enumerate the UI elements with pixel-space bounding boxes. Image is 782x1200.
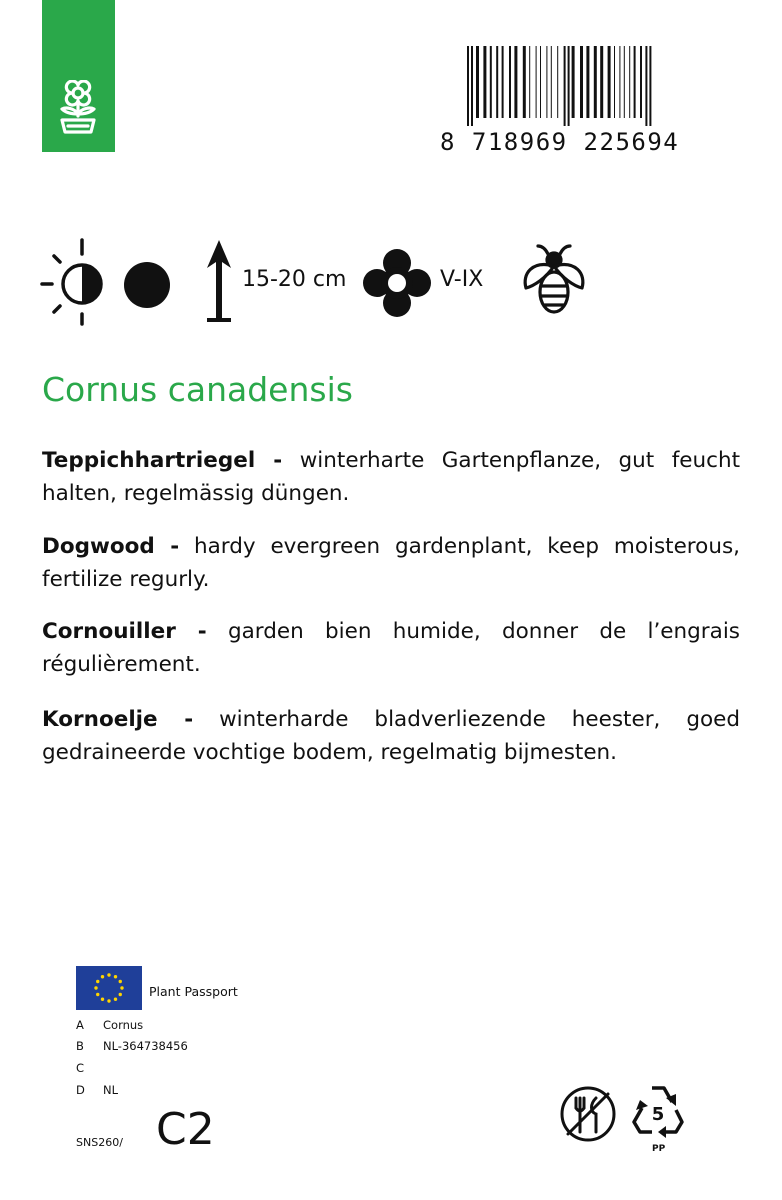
bee-icon <box>518 244 590 322</box>
plant-passport <box>76 966 376 1166</box>
description-name: Dogwood - <box>42 534 180 559</box>
full-shade-icon <box>122 260 172 310</box>
plant-info-icons <box>40 238 640 328</box>
barcode-bar <box>523 46 526 118</box>
passport-row-b: B NL-364738456 <box>76 1039 188 1053</box>
barcode-bar <box>529 46 530 118</box>
barcode-bar <box>586 46 589 118</box>
eu-star <box>119 993 122 996</box>
barcode-bar <box>483 46 486 118</box>
plant-title: Cornus canadensis <box>42 370 353 409</box>
brand-tab <box>42 0 115 152</box>
recycle-number: 5 <box>651 1104 665 1125</box>
barcode-bar <box>514 46 517 118</box>
eu-star <box>119 980 122 983</box>
description-text: winterharte Gartenpflanze, gut feucht halten, regelmässig düngen. <box>42 448 740 506</box>
flower-icon <box>362 248 432 318</box>
barcode-bar <box>629 46 630 118</box>
barcode-bar <box>509 46 511 118</box>
barcode-bar <box>649 46 651 126</box>
barcode-bar <box>490 46 492 118</box>
eu-star <box>120 986 123 989</box>
barcode-bar <box>572 46 575 118</box>
barcode-bar <box>580 46 583 118</box>
barcode-bar <box>619 46 620 118</box>
description-text: winterharde bladverliezende heester, goed gedraineerde vochtige bodem, regelmatig bijmesten. <box>42 707 740 765</box>
description-nl <box>42 703 740 769</box>
barcode-bar <box>536 46 537 118</box>
packaging-icons <box>556 1080 696 1160</box>
product-code: SNS260/ <box>76 1136 123 1149</box>
eu-star <box>101 975 104 978</box>
passport-row-d: D NL <box>76 1083 119 1097</box>
barcode-bar <box>476 46 479 118</box>
barcode-bar <box>608 46 611 118</box>
half-sun-icon <box>40 238 110 326</box>
description-en <box>42 530 740 596</box>
barcode-bar <box>568 46 570 126</box>
description-text: garden bien humide, donner de l’engrais régulièrement. <box>42 619 740 677</box>
description-name: Teppichhartriegel - <box>42 448 283 473</box>
barcode-bar <box>546 46 547 118</box>
barcode-bar <box>496 46 498 118</box>
eu-star <box>114 975 117 978</box>
description-name: Kornoelje - <box>42 707 194 732</box>
eu-flag-icon <box>76 966 142 1010</box>
flower-pot-icon <box>54 80 102 140</box>
barcode-bar <box>557 46 558 118</box>
eu-star <box>114 998 117 1001</box>
barcode-bar <box>634 46 636 118</box>
eu-star <box>96 993 99 996</box>
eu-star <box>107 973 110 976</box>
barcode <box>440 46 720 158</box>
barcode-bar <box>614 46 615 118</box>
pot-grade: C2 <box>156 1104 215 1155</box>
barcode-digits: 8 718969 225694 <box>440 128 680 156</box>
bloom-time-text: V-IX <box>440 267 484 292</box>
height-arrow-icon <box>204 238 234 324</box>
recycle-label: PP <box>652 1144 666 1154</box>
passport-row-c: C <box>76 1061 85 1075</box>
eu-star <box>107 999 110 1002</box>
barcode-bar <box>502 46 504 118</box>
eu-star <box>94 986 97 989</box>
barcode-bar <box>645 46 647 126</box>
height-text: 15-20 cm <box>242 267 347 292</box>
recycle-icon <box>626 1080 690 1144</box>
description-name: Cornouiller - <box>42 619 207 644</box>
passport-label: Plant Passport <box>149 984 238 999</box>
barcode-bar <box>471 46 473 126</box>
description-fr <box>42 615 740 681</box>
eu-star <box>101 998 104 1001</box>
passport-row-a: A Cornus <box>76 1018 144 1032</box>
barcode-bars <box>465 46 720 126</box>
description-text: hardy evergreen gardenplant, keep moisterous, fertilize regurly. <box>42 534 740 592</box>
eu-star <box>96 980 99 983</box>
not-food-safe-icon <box>558 1084 618 1144</box>
barcode-bar <box>540 46 541 118</box>
barcode-bar <box>624 46 625 118</box>
barcode-bar <box>594 46 597 118</box>
barcode-bar <box>551 46 552 118</box>
barcode-bar <box>640 46 642 118</box>
description-de <box>42 444 740 510</box>
barcode-bar <box>564 46 566 126</box>
barcode-bar <box>467 46 469 126</box>
barcode-bar <box>600 46 603 118</box>
